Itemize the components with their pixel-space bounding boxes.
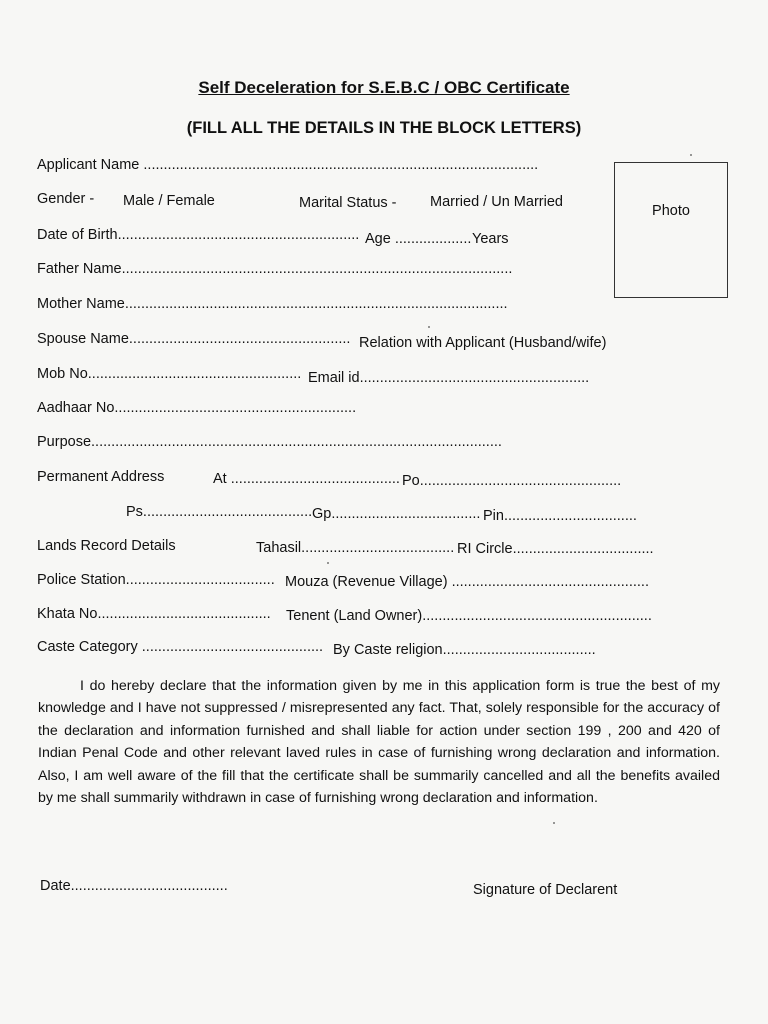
gender-label: Gender - [37, 191, 95, 207]
declaration-paragraph [38, 675, 720, 809]
form-subtitle: (FILL ALL THE DETAILS IN THE BLOCK LETTERS) [186, 119, 582, 137]
declaration-text: I do hereby declare that the information given by me in this application form is true the best of my knowledge and I have not suppressed / misrepresented any fact. That, solely responsible for the accuracy of the declaration and information furnished and shall liable for action under section 199 , 200 and 420 of Indian Penal Code and other relevant laved rules in case of furnishing wrong declaration and information. Also, I am well aware of the fill that the certificate shall be summarily cancelled and all the benefits availed by me shall summarily withdrawn in case of furnishing wrong declaration and information. [38, 678, 720, 807]
dob-field: Date of Birth............................................................ [37, 227, 360, 243]
tahasil-field: Tahasil...................................... [256, 540, 455, 556]
age-field: Age ................... [365, 231, 472, 247]
at-field: At .......................................... [213, 471, 400, 487]
pin-field: Pin................................. [483, 508, 637, 524]
marital-status-options: Married / Un Married [430, 194, 563, 210]
scan-speck [690, 154, 692, 156]
ps-field: Ps.......................................... [126, 504, 313, 520]
po-field: Po.................................................. [402, 473, 622, 489]
signature-label: Signature of Declarent [473, 882, 618, 898]
date-field: Date....................................... [40, 878, 228, 894]
form-title: Self Deceleration for S.E.B.C / OBC Certificate [198, 78, 570, 97]
mother-name-field: Mother Name............................................................................................... [37, 296, 508, 312]
scan-speck [428, 326, 430, 328]
photo-label: Photo [652, 203, 690, 219]
purpose-field: Purpose...................................................................................................... [37, 434, 502, 450]
permanent-address-label: Permanent Address [37, 469, 165, 485]
marital-status-label: Marital Status - [299, 195, 397, 211]
years-label: Years [472, 231, 509, 247]
scan-speck [553, 822, 555, 824]
aadhaar-field: Aadhaar No............................................................ [37, 400, 357, 416]
email-field: Email id......................................................... [308, 370, 590, 386]
mouza-field: Mouza (Revenue Village) ................................................. [285, 574, 649, 590]
father-name-field: Father Name................................................................................................. [37, 261, 513, 277]
spouse-name-field: Spouse Name....................................................... [37, 331, 351, 347]
tenent-field: Tenent (Land Owner)......................................................... [286, 608, 652, 624]
caste-religion-field: By Caste religion...................................... [333, 642, 596, 658]
applicant-name-field: Applicant Name .................................................................................................. [37, 157, 539, 173]
lands-record-label: Lands Record Details [37, 538, 176, 554]
scan-speck [327, 562, 329, 564]
photo-box [614, 162, 728, 298]
caste-category-field: Caste Category ............................................. [37, 639, 324, 655]
gp-field: Gp..................................... [312, 506, 481, 522]
ri-circle-field: RI Circle................................... [457, 541, 654, 557]
gender-options: Male / Female [123, 193, 215, 209]
khata-field: Khata No........................................... [37, 606, 271, 622]
police-station-field: Police Station..................................... [37, 572, 275, 588]
mobile-field: Mob No..................................................... [37, 366, 302, 382]
relation-label: Relation with Applicant (Husband/wife) [359, 335, 607, 351]
